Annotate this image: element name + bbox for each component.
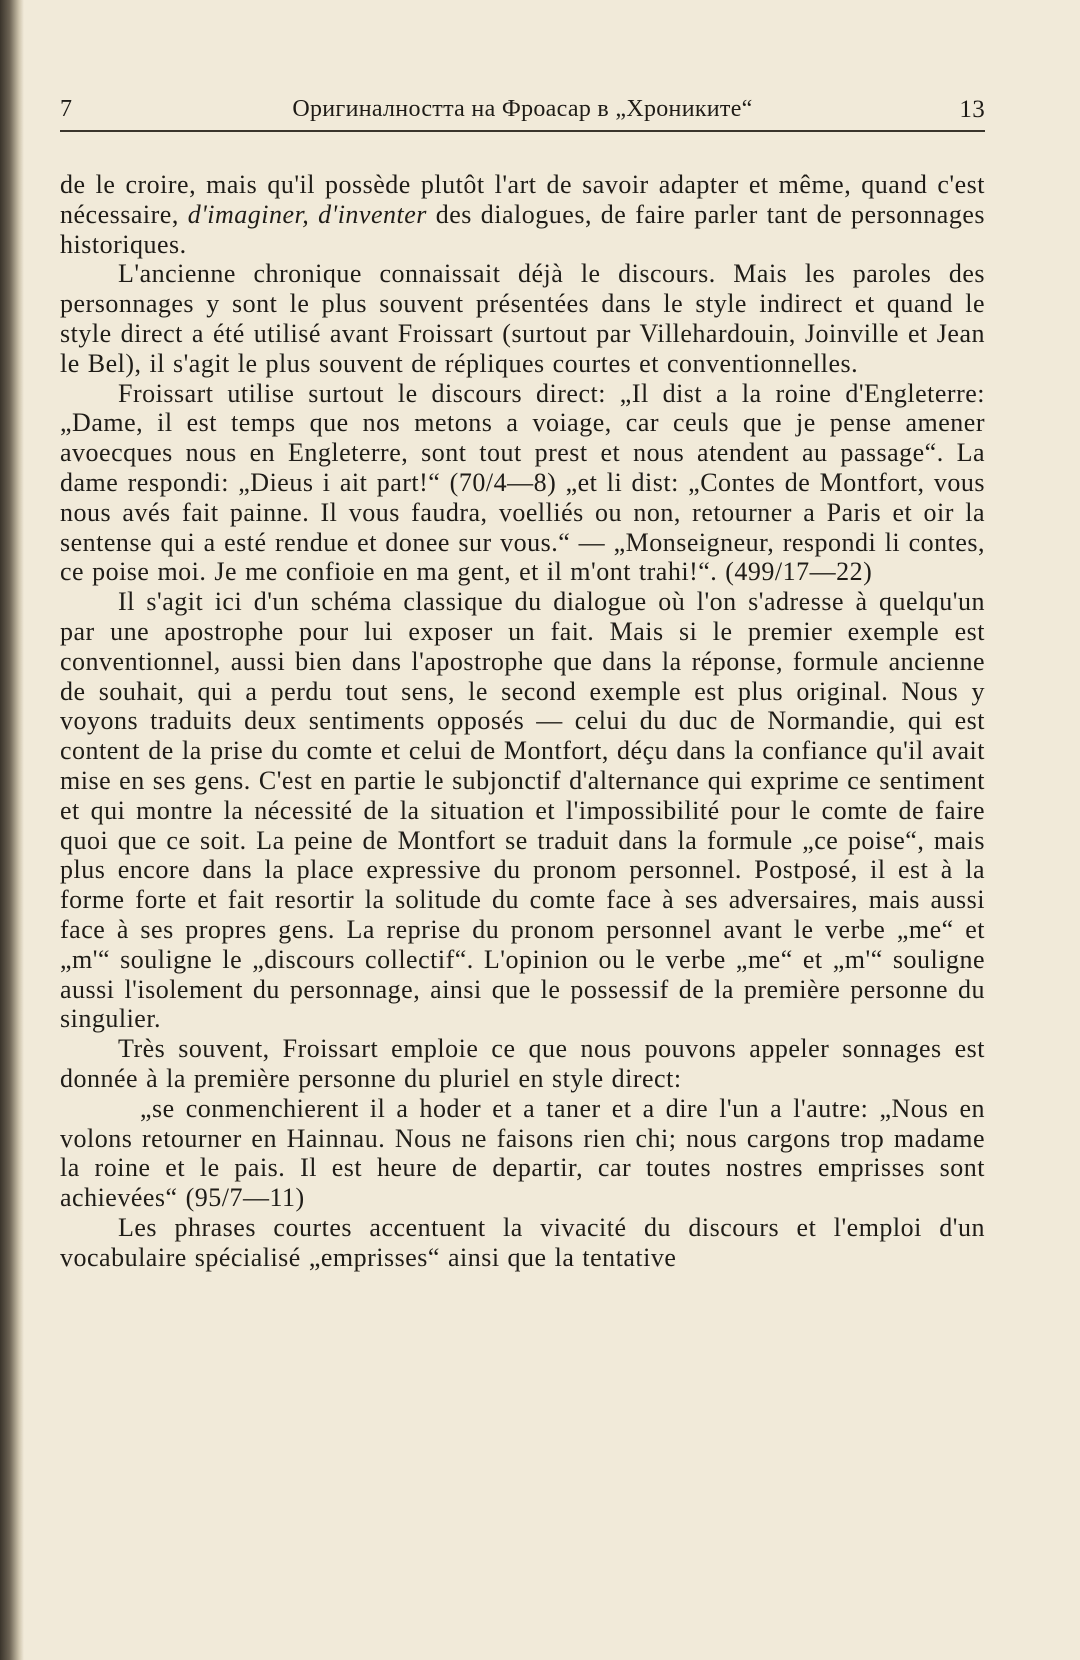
left-margin-number: 7 [60,96,73,122]
paragraph-7: Les phrases courtes accentuent la vivacité du discours et l'emploi d'un vocabulaire spécialisé „emprisses“ ainsi que la tentative [60,1212,985,1272]
paragraph-3: Froissart utilise surtout le discours direct: „Il dist a la roine d'Engleterre: „Dame, il est temps que nos metons a voiage, car ceuls que je pense amener avoecques nous en Engleterre, sont tout prest et nous atendent au passage“. La dame respondi: „Dieus i ait part!“ (70/4—8) „et li dist: „Contes de Montfort, vous nous avés fait painne. Il vous faudra, voelliés ou non, retourner a Paris et oir la sentense qui a esté rendue et donee sur vous.“ — „Monseigneur, respondi li contes, ce poise moi. Je me confioie en ma gent, et il m'ont trahi!“. (499/17—22) [60,378,985,587]
paragraph-5: Très souvent, Froissart emploie ce que nous pouvons appeler sonnages est donnée à la première personne du pluriel en style direct: [60,1034,985,1093]
paragraph-2: L'ancienne chronique connaissait déjà le discours. Mais les paroles des personnages y sont le plus souvent présentées dans le style indirect et quand le style direct a été utilisé avant Froissart (surtout par Villehardouin, Joinville et Jean le Bel), il s'agit le plus souvent de répliques courtes et conventionnelles. [60,259,985,378]
running-title: Оригиналността на Фроасар в „Хрониките“ [292,96,753,122]
paragraph-4: Il s'agit ici d'un schéma classique du dialogue où l'on s'adresse à quelqu'un par une apostrophe pour lui exposer un fait. Mais si le premier exemple est conventionnel, aussi bien dans l'apostrophe que dans la réponse, formule ancienne de souhait, qui a perdu tout sens, le second exemple est plus original. Nous y voyons traduits deux sentiments opposés — celui du duc de Normandie, qui est content de la prise du comte et celui de Montfort, déçu dans la confiance qu'il avait mise en ses gens. C'est en partie le subjonctif d'alternance qui exprime ce sentiment et qui montre la nécessité de la situation et l'impossibilité pour le comte de faire quoi que ce soit. La peine de Montfort se traduit dans la formule „ce poise“, mais plus encore dans la place expressive du pronom personnel. Postposé, il est à la forme forte et fait resortir la solitude du comte face à ses adversaires, mais aussi face à ses propres gens. La reprise du pronom personnel avant le verbe „me“ et „m'“ souligne le „discours collectif“. L'opinion ou le verbe „me“ et „m'“ souligne aussi l'isolement du personnage, ainsi que le possessif de la première personne du singulier. [60,587,985,1034]
running-header [60,88,985,130]
italic-phrase: d'imaginer, d'inventer [187,199,427,229]
header-rule [60,130,985,134]
page-number: 13 [959,96,985,123]
paragraph-1: de le croire, mais qu'il possède plutôt l'art de savoir adapter et même, quand c'est nécessaire, d'imaginer, d'inventer des dialogues, de faire parler tant de personnages historiques. [60,170,985,259]
book-binding-shadow [0,0,24,1660]
body-text [60,170,985,1272]
document-page [60,88,985,1272]
block-quote: „se conmenchierent il a hoder et a taner et a dire l'un a l'autre: „Nous en volons retourner en Hainnau. Nous ne faisons rien chi; nous cargons trop madame la roine et le pais. Il est heure de departir, car toutes nostres emprisses sont achievées“ (95/7—11) [60,1093,985,1213]
